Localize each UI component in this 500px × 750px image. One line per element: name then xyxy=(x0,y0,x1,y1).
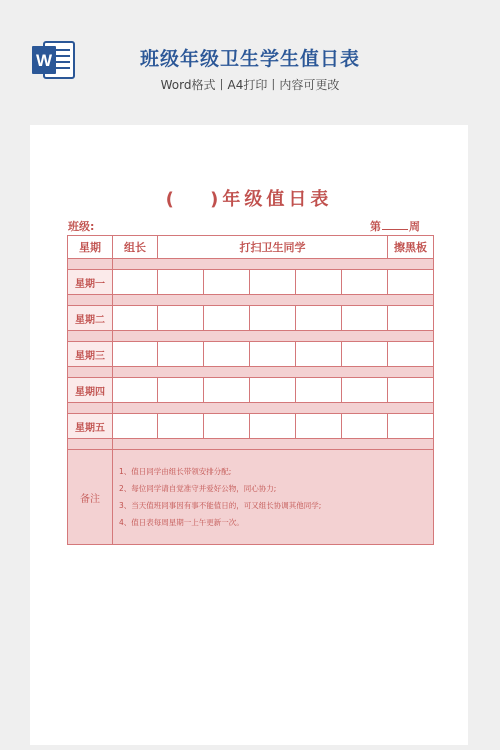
cleaner-cell[interactable] xyxy=(342,378,388,403)
col-leader: 组长 xyxy=(113,236,158,259)
cleaner-cell[interactable] xyxy=(296,342,342,367)
cleaner-cell[interactable] xyxy=(296,378,342,403)
cleaner-cell[interactable] xyxy=(296,414,342,439)
cleaner-cell[interactable] xyxy=(296,270,342,295)
col-cleaners: 打扫卫生同学 xyxy=(158,236,388,259)
blackboard-cell[interactable] xyxy=(388,306,434,331)
day-label: 星期一 xyxy=(68,270,113,295)
cleaner-cell[interactable] xyxy=(342,306,388,331)
cleaner-cell[interactable] xyxy=(204,378,250,403)
spacer-row xyxy=(68,439,434,450)
cleaner-cell[interactable] xyxy=(296,306,342,331)
cleaner-cell[interactable] xyxy=(250,378,296,403)
blackboard-cell[interactable] xyxy=(388,342,434,367)
day-row xyxy=(68,342,434,367)
spacer-row xyxy=(68,259,434,270)
cleaner-cell[interactable] xyxy=(250,270,296,295)
spacer-row xyxy=(68,367,434,378)
cleaner-cell[interactable] xyxy=(204,270,250,295)
week-suffix: 周 xyxy=(409,220,420,233)
sheet-title: ( )年级值日表 xyxy=(165,189,333,210)
cleaner-cell[interactable] xyxy=(250,414,296,439)
cleaner-cell[interactable] xyxy=(158,270,204,295)
leader-cell[interactable] xyxy=(113,270,158,295)
word-icon-letter: W xyxy=(35,51,53,70)
cleaner-cell[interactable] xyxy=(158,378,204,403)
blackboard-cell[interactable] xyxy=(388,414,434,439)
notes-body xyxy=(113,450,434,545)
day-row xyxy=(68,270,434,295)
cleaner-cell[interactable] xyxy=(158,306,204,331)
blackboard-cell[interactable] xyxy=(388,270,434,295)
cleaner-cell[interactable] xyxy=(204,342,250,367)
page-title: 班级年级卫生学生值日表 xyxy=(139,48,360,70)
blackboard-cell[interactable] xyxy=(388,378,434,403)
day-row xyxy=(68,306,434,331)
day-label: 星期二 xyxy=(68,306,113,331)
cleaner-cell[interactable] xyxy=(342,414,388,439)
note-item: 3、当天值班同事因有事不能值日的，可又组长协调其他同学; xyxy=(119,500,322,510)
day-label: 星期四 xyxy=(68,378,113,403)
spacer-row xyxy=(68,331,434,342)
cleaner-cell[interactable] xyxy=(250,306,296,331)
leader-cell[interactable] xyxy=(113,378,158,403)
cleaner-cell[interactable] xyxy=(158,414,204,439)
day-label: 星期五 xyxy=(68,414,113,439)
spacer-row xyxy=(68,403,434,414)
duty-table xyxy=(67,235,434,545)
spacer-row xyxy=(68,295,434,306)
week-blank[interactable] xyxy=(382,219,408,230)
document-page xyxy=(30,125,468,745)
note-item: 4、值日表每周星期一上午更新一次。 xyxy=(119,517,244,527)
page-header xyxy=(0,0,500,115)
notes-label: 备注 xyxy=(68,450,113,545)
cleaner-cell[interactable] xyxy=(204,414,250,439)
table-header-row xyxy=(68,236,434,259)
note-item: 1、值日同学由组长带领安排分配; xyxy=(119,466,232,476)
page-subtitle: Word格式丨A4打印丨内容可更改 xyxy=(160,78,340,92)
day-row xyxy=(68,378,434,403)
leader-cell[interactable] xyxy=(113,342,158,367)
week-field xyxy=(370,218,420,234)
week-prefix: 第 xyxy=(370,220,381,233)
leader-cell[interactable] xyxy=(113,306,158,331)
col-weekday: 星期 xyxy=(68,236,113,259)
col-blackboard: 擦黑板 xyxy=(388,236,434,259)
cleaner-cell[interactable] xyxy=(342,270,388,295)
class-label: 班级: xyxy=(68,220,95,233)
cleaner-cell[interactable] xyxy=(342,342,388,367)
cleaner-cell[interactable] xyxy=(204,306,250,331)
notes-row xyxy=(68,450,434,545)
cleaner-cell[interactable] xyxy=(250,342,296,367)
day-label: 星期三 xyxy=(68,342,113,367)
leader-cell[interactable] xyxy=(113,414,158,439)
cleaner-cell[interactable] xyxy=(158,342,204,367)
note-item: 2、每位同学请自觉准守并爱好公物，同心协力; xyxy=(119,483,277,493)
day-row xyxy=(68,414,434,439)
